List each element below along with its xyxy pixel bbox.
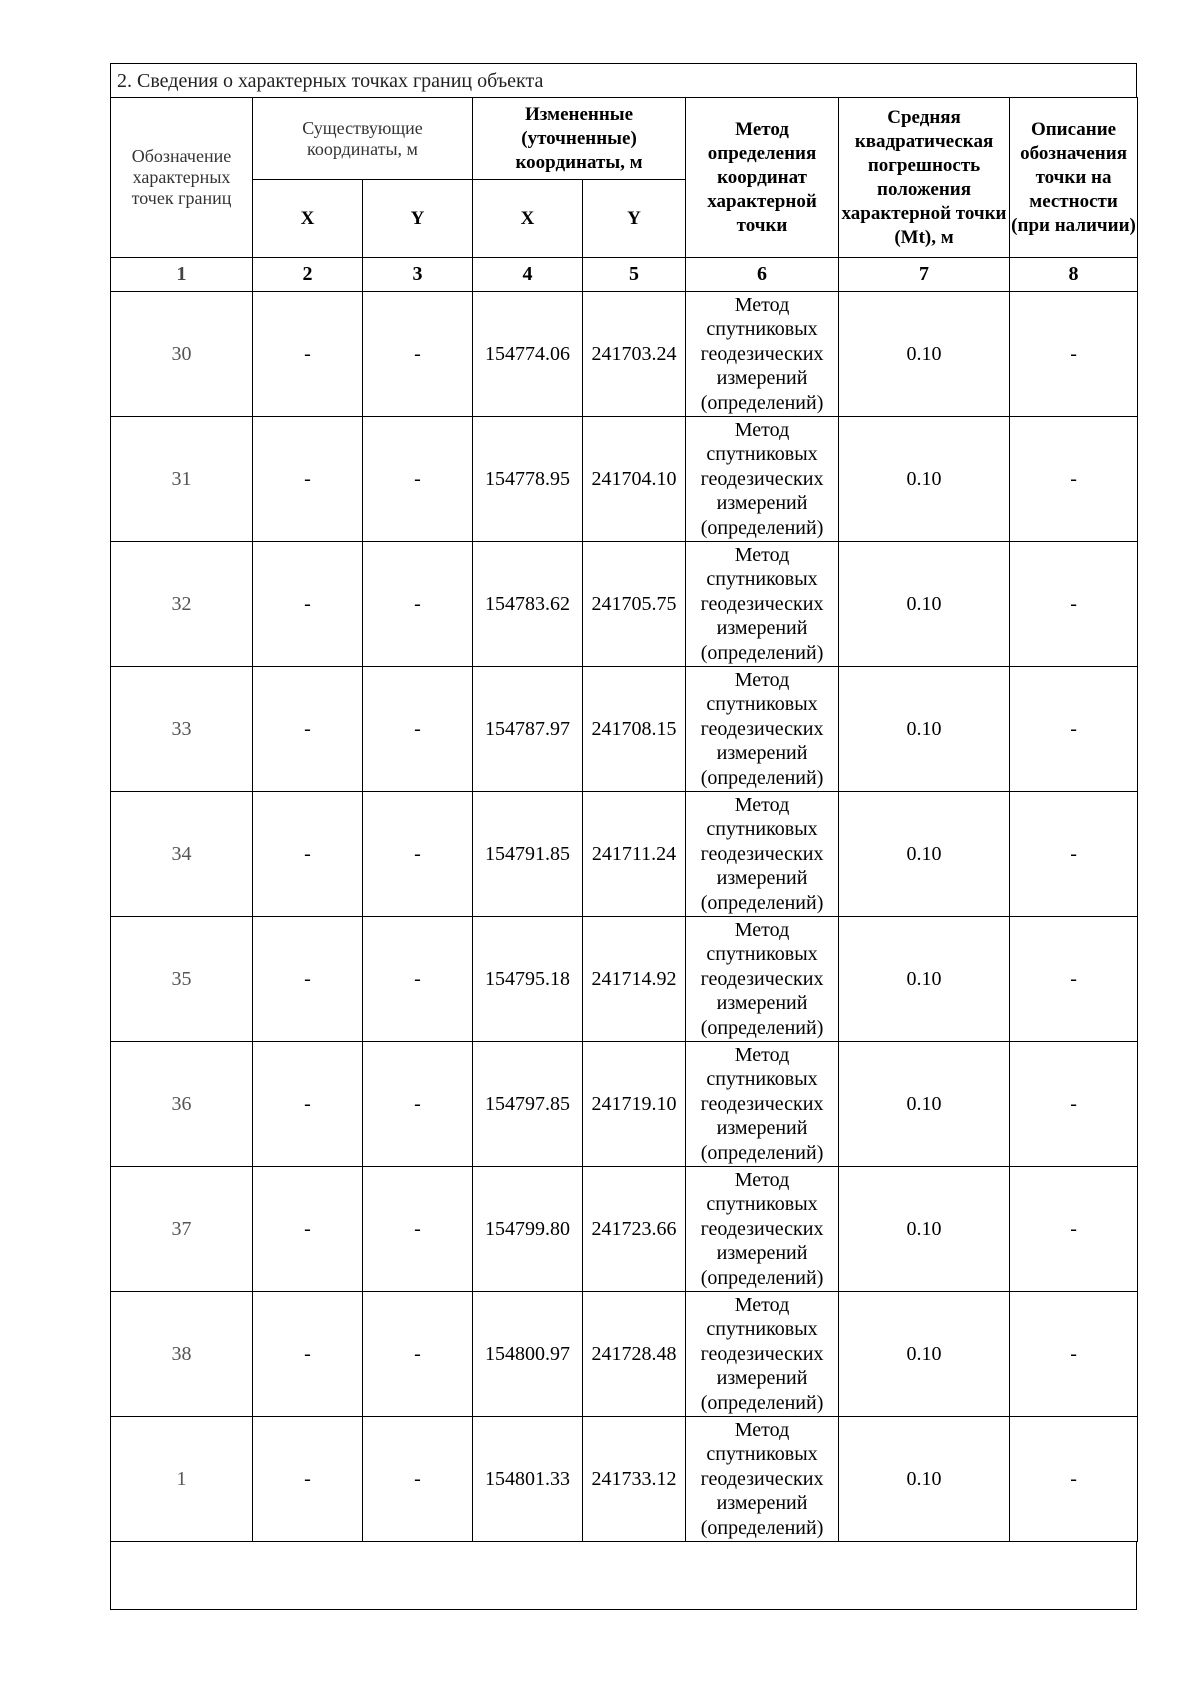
point-designation-cell: 36 xyxy=(111,1042,253,1167)
changed-x-cell: 154800.97 xyxy=(473,1292,583,1417)
point-designation-cell: 1 xyxy=(111,1417,253,1542)
existing-x-cell: - xyxy=(253,917,363,1042)
method-cell: Метод спутниковых геодезических измерений (определений) xyxy=(686,917,839,1042)
table-row xyxy=(111,917,1138,1042)
existing-y-cell: - xyxy=(363,667,473,792)
changed-y-cell: 241728.48 xyxy=(583,1292,686,1417)
table-body xyxy=(111,292,1138,1542)
method-cell: Метод спутниковых геодезических измерений (определений) xyxy=(686,1042,839,1167)
mean-error-cell: 0.10 xyxy=(839,917,1010,1042)
existing-y-cell: - xyxy=(363,417,473,542)
changed-y-cell: 241711.24 xyxy=(583,792,686,917)
column-number: 7 xyxy=(839,258,1010,292)
existing-y-cell: - xyxy=(363,917,473,1042)
point-designation-cell: 35 xyxy=(111,917,253,1042)
document-sheet xyxy=(110,63,1137,1610)
changed-y-cell: 241705.75 xyxy=(583,542,686,667)
existing-x-cell: - xyxy=(253,1042,363,1167)
mean-error-cell: 0.10 xyxy=(839,1042,1010,1167)
table-row xyxy=(111,1417,1138,1542)
mean-error-cell: 0.10 xyxy=(839,792,1010,917)
changed-x-cell: 154791.85 xyxy=(473,792,583,917)
changed-x-cell: 154778.95 xyxy=(473,417,583,542)
section-title: 2. Сведения о характерных точках границ объекта xyxy=(110,63,1137,97)
column-number: 6 xyxy=(686,258,839,292)
table-header xyxy=(111,98,1138,292)
empty-footer-area xyxy=(110,1542,1137,1610)
header-x-changed: X xyxy=(473,180,583,258)
header-changed-coordinates: Измененные (уточненные) координаты, м xyxy=(473,98,686,180)
method-cell: Метод спутниковых геодезических измерений (определений) xyxy=(686,1292,839,1417)
existing-x-cell: - xyxy=(253,792,363,917)
point-designation-cell: 33 xyxy=(111,667,253,792)
column-number: 5 xyxy=(583,258,686,292)
point-designation-cell: 38 xyxy=(111,1292,253,1417)
column-number: 8 xyxy=(1010,258,1138,292)
existing-y-cell: - xyxy=(363,1292,473,1417)
mean-error-cell: 0.10 xyxy=(839,1167,1010,1292)
description-cell: - xyxy=(1010,1042,1138,1167)
existing-y-cell: - xyxy=(363,1042,473,1167)
header-y-existing: Y xyxy=(363,180,473,258)
header-description: Описание обозначения точки на местности (при наличии) xyxy=(1010,98,1138,258)
header-mean-error: Средняя квадратическая погрешность положения характерной точки (Mt), м xyxy=(839,98,1010,258)
changed-x-cell: 154787.97 xyxy=(473,667,583,792)
changed-y-cell: 241714.92 xyxy=(583,917,686,1042)
existing-x-cell: - xyxy=(253,292,363,417)
changed-x-cell: 154799.80 xyxy=(473,1167,583,1292)
point-designation-cell: 30 xyxy=(111,292,253,417)
description-cell: - xyxy=(1010,1292,1138,1417)
column-number: 1 xyxy=(111,258,253,292)
header-y-changed: Y xyxy=(583,180,686,258)
method-cell: Метод спутниковых геодезических измерений (определений) xyxy=(686,667,839,792)
header-existing-coordinates: Существующие координаты, м xyxy=(253,98,473,180)
existing-x-cell: - xyxy=(253,542,363,667)
point-designation-cell: 32 xyxy=(111,542,253,667)
column-number: 4 xyxy=(473,258,583,292)
mean-error-cell: 0.10 xyxy=(839,1292,1010,1417)
description-cell: - xyxy=(1010,917,1138,1042)
method-cell: Метод спутниковых геодезических измерений (определений) xyxy=(686,792,839,917)
mean-error-cell: 0.10 xyxy=(839,542,1010,667)
changed-x-cell: 154801.33 xyxy=(473,1417,583,1542)
existing-x-cell: - xyxy=(253,1417,363,1542)
table-row xyxy=(111,1167,1138,1292)
table-row xyxy=(111,292,1138,417)
description-cell: - xyxy=(1010,1167,1138,1292)
mean-error-cell: 0.10 xyxy=(839,292,1010,417)
changed-y-cell: 241704.10 xyxy=(583,417,686,542)
changed-x-cell: 154783.62 xyxy=(473,542,583,667)
existing-y-cell: - xyxy=(363,1417,473,1542)
method-cell: Метод спутниковых геодезических измерений (определений) xyxy=(686,417,839,542)
changed-y-cell: 241708.15 xyxy=(583,667,686,792)
method-cell: Метод спутниковых геодезических измерений (определений) xyxy=(686,1417,839,1542)
point-designation-cell: 31 xyxy=(111,417,253,542)
table-row xyxy=(111,1292,1138,1417)
existing-x-cell: - xyxy=(253,417,363,542)
changed-x-cell: 154774.06 xyxy=(473,292,583,417)
header-x-existing: X xyxy=(253,180,363,258)
table-row xyxy=(111,417,1138,542)
point-designation-cell: 34 xyxy=(111,792,253,917)
boundary-points-table xyxy=(110,97,1138,1542)
column-number: 3 xyxy=(363,258,473,292)
method-cell: Метод спутниковых геодезических измерений (определений) xyxy=(686,292,839,417)
header-point-designation: Обозначение характерных точек границ xyxy=(111,98,253,258)
header-method: Метод определения координат характерной точки xyxy=(686,98,839,258)
method-cell: Метод спутниковых геодезических измерений (определений) xyxy=(686,1167,839,1292)
column-number: 2 xyxy=(253,258,363,292)
mean-error-cell: 0.10 xyxy=(839,417,1010,542)
changed-y-cell: 241719.10 xyxy=(583,1042,686,1167)
changed-y-cell: 241723.66 xyxy=(583,1167,686,1292)
description-cell: - xyxy=(1010,542,1138,667)
mean-error-cell: 0.10 xyxy=(839,1417,1010,1542)
existing-x-cell: - xyxy=(253,1167,363,1292)
description-cell: - xyxy=(1010,292,1138,417)
table-row xyxy=(111,792,1138,917)
description-cell: - xyxy=(1010,667,1138,792)
mean-error-cell: 0.10 xyxy=(839,667,1010,792)
method-cell: Метод спутниковых геодезических измерений (определений) xyxy=(686,542,839,667)
description-cell: - xyxy=(1010,792,1138,917)
description-cell: - xyxy=(1010,417,1138,542)
changed-y-cell: 241733.12 xyxy=(583,1417,686,1542)
existing-y-cell: - xyxy=(363,542,473,667)
existing-x-cell: - xyxy=(253,1292,363,1417)
changed-x-cell: 154795.18 xyxy=(473,917,583,1042)
description-cell: - xyxy=(1010,1417,1138,1542)
column-numbers-row xyxy=(111,258,1138,292)
changed-y-cell: 241703.24 xyxy=(583,292,686,417)
existing-x-cell: - xyxy=(253,667,363,792)
existing-y-cell: - xyxy=(363,792,473,917)
existing-y-cell: - xyxy=(363,292,473,417)
changed-x-cell: 154797.85 xyxy=(473,1042,583,1167)
point-designation-cell: 37 xyxy=(111,1167,253,1292)
table-row xyxy=(111,1042,1138,1167)
existing-y-cell: - xyxy=(363,1167,473,1292)
table-row xyxy=(111,542,1138,667)
table-row xyxy=(111,667,1138,792)
